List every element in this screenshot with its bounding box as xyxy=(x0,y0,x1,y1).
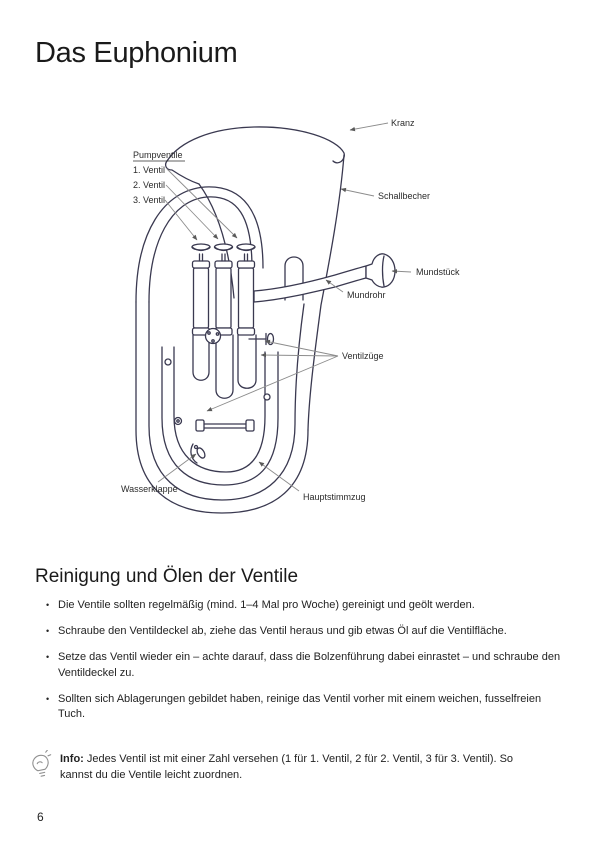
label-hauptstimmzug: Hauptstimmzug xyxy=(303,492,366,502)
bullet-item: • Sollten sich Ablagerungen gebildet haben, reinige das Ventil vorher mit einem weichen, fusselfreien Tuch. xyxy=(45,692,561,723)
bullet-item: • Setze das Ventil wieder ein – achte darauf, dass die Bolzenführung dabei einrastet – und schraube den Ventildeckel zu. xyxy=(45,650,561,681)
callout-arrows xyxy=(133,123,411,491)
label-ventilzuege: Ventilzüge xyxy=(342,351,384,361)
label-pumpventile: Pumpventile xyxy=(133,150,183,160)
label-kranz: Kranz xyxy=(391,118,415,128)
page-title: Das Euphonium xyxy=(35,37,238,69)
euphonium-diagram xyxy=(0,100,600,540)
section-heading: Reinigung und Ölen der Ventile xyxy=(35,566,299,587)
bullet-item: • Schraube den Ventildeckel ab, ziehe das Ventil heraus und gib etwas Öl auf die Ventilfläche. xyxy=(45,624,561,640)
mouthpiece xyxy=(366,254,395,287)
water-key xyxy=(191,444,207,463)
page-number: 6 xyxy=(37,810,44,824)
valve-section xyxy=(192,244,256,398)
bullet-item: • Die Ventile sollten regelmäßig (mind. 1–4 Mal pro Woche) gereinigt und geölt werden. xyxy=(45,598,561,614)
bullet-list xyxy=(45,598,561,733)
info-note xyxy=(60,752,548,783)
callout-labels xyxy=(121,118,460,502)
label-schallbecher: Schallbecher xyxy=(378,191,431,201)
label-mundrohr: Mundrohr xyxy=(347,290,386,300)
lightbulb-icon xyxy=(28,750,54,782)
label-wasserklappe: Wasserklappe xyxy=(121,484,178,494)
label-mundstueck: Mundstück xyxy=(416,267,460,277)
info-text: Jedes Ventil ist mit einer Zahl versehen (1 für 1. Ventil, 2 für 2. Ventil, 3 für 3. Ventil). So kannst du die Ventile leicht zuordnen. xyxy=(60,753,514,781)
body-tubing xyxy=(136,187,308,513)
label-ventil-3: 3. Ventil xyxy=(133,195,166,205)
label-ventil-2: 2. Ventil xyxy=(133,180,166,190)
info-label: Info: xyxy=(60,753,84,765)
label-ventil-1: 1. Ventil xyxy=(133,165,166,175)
